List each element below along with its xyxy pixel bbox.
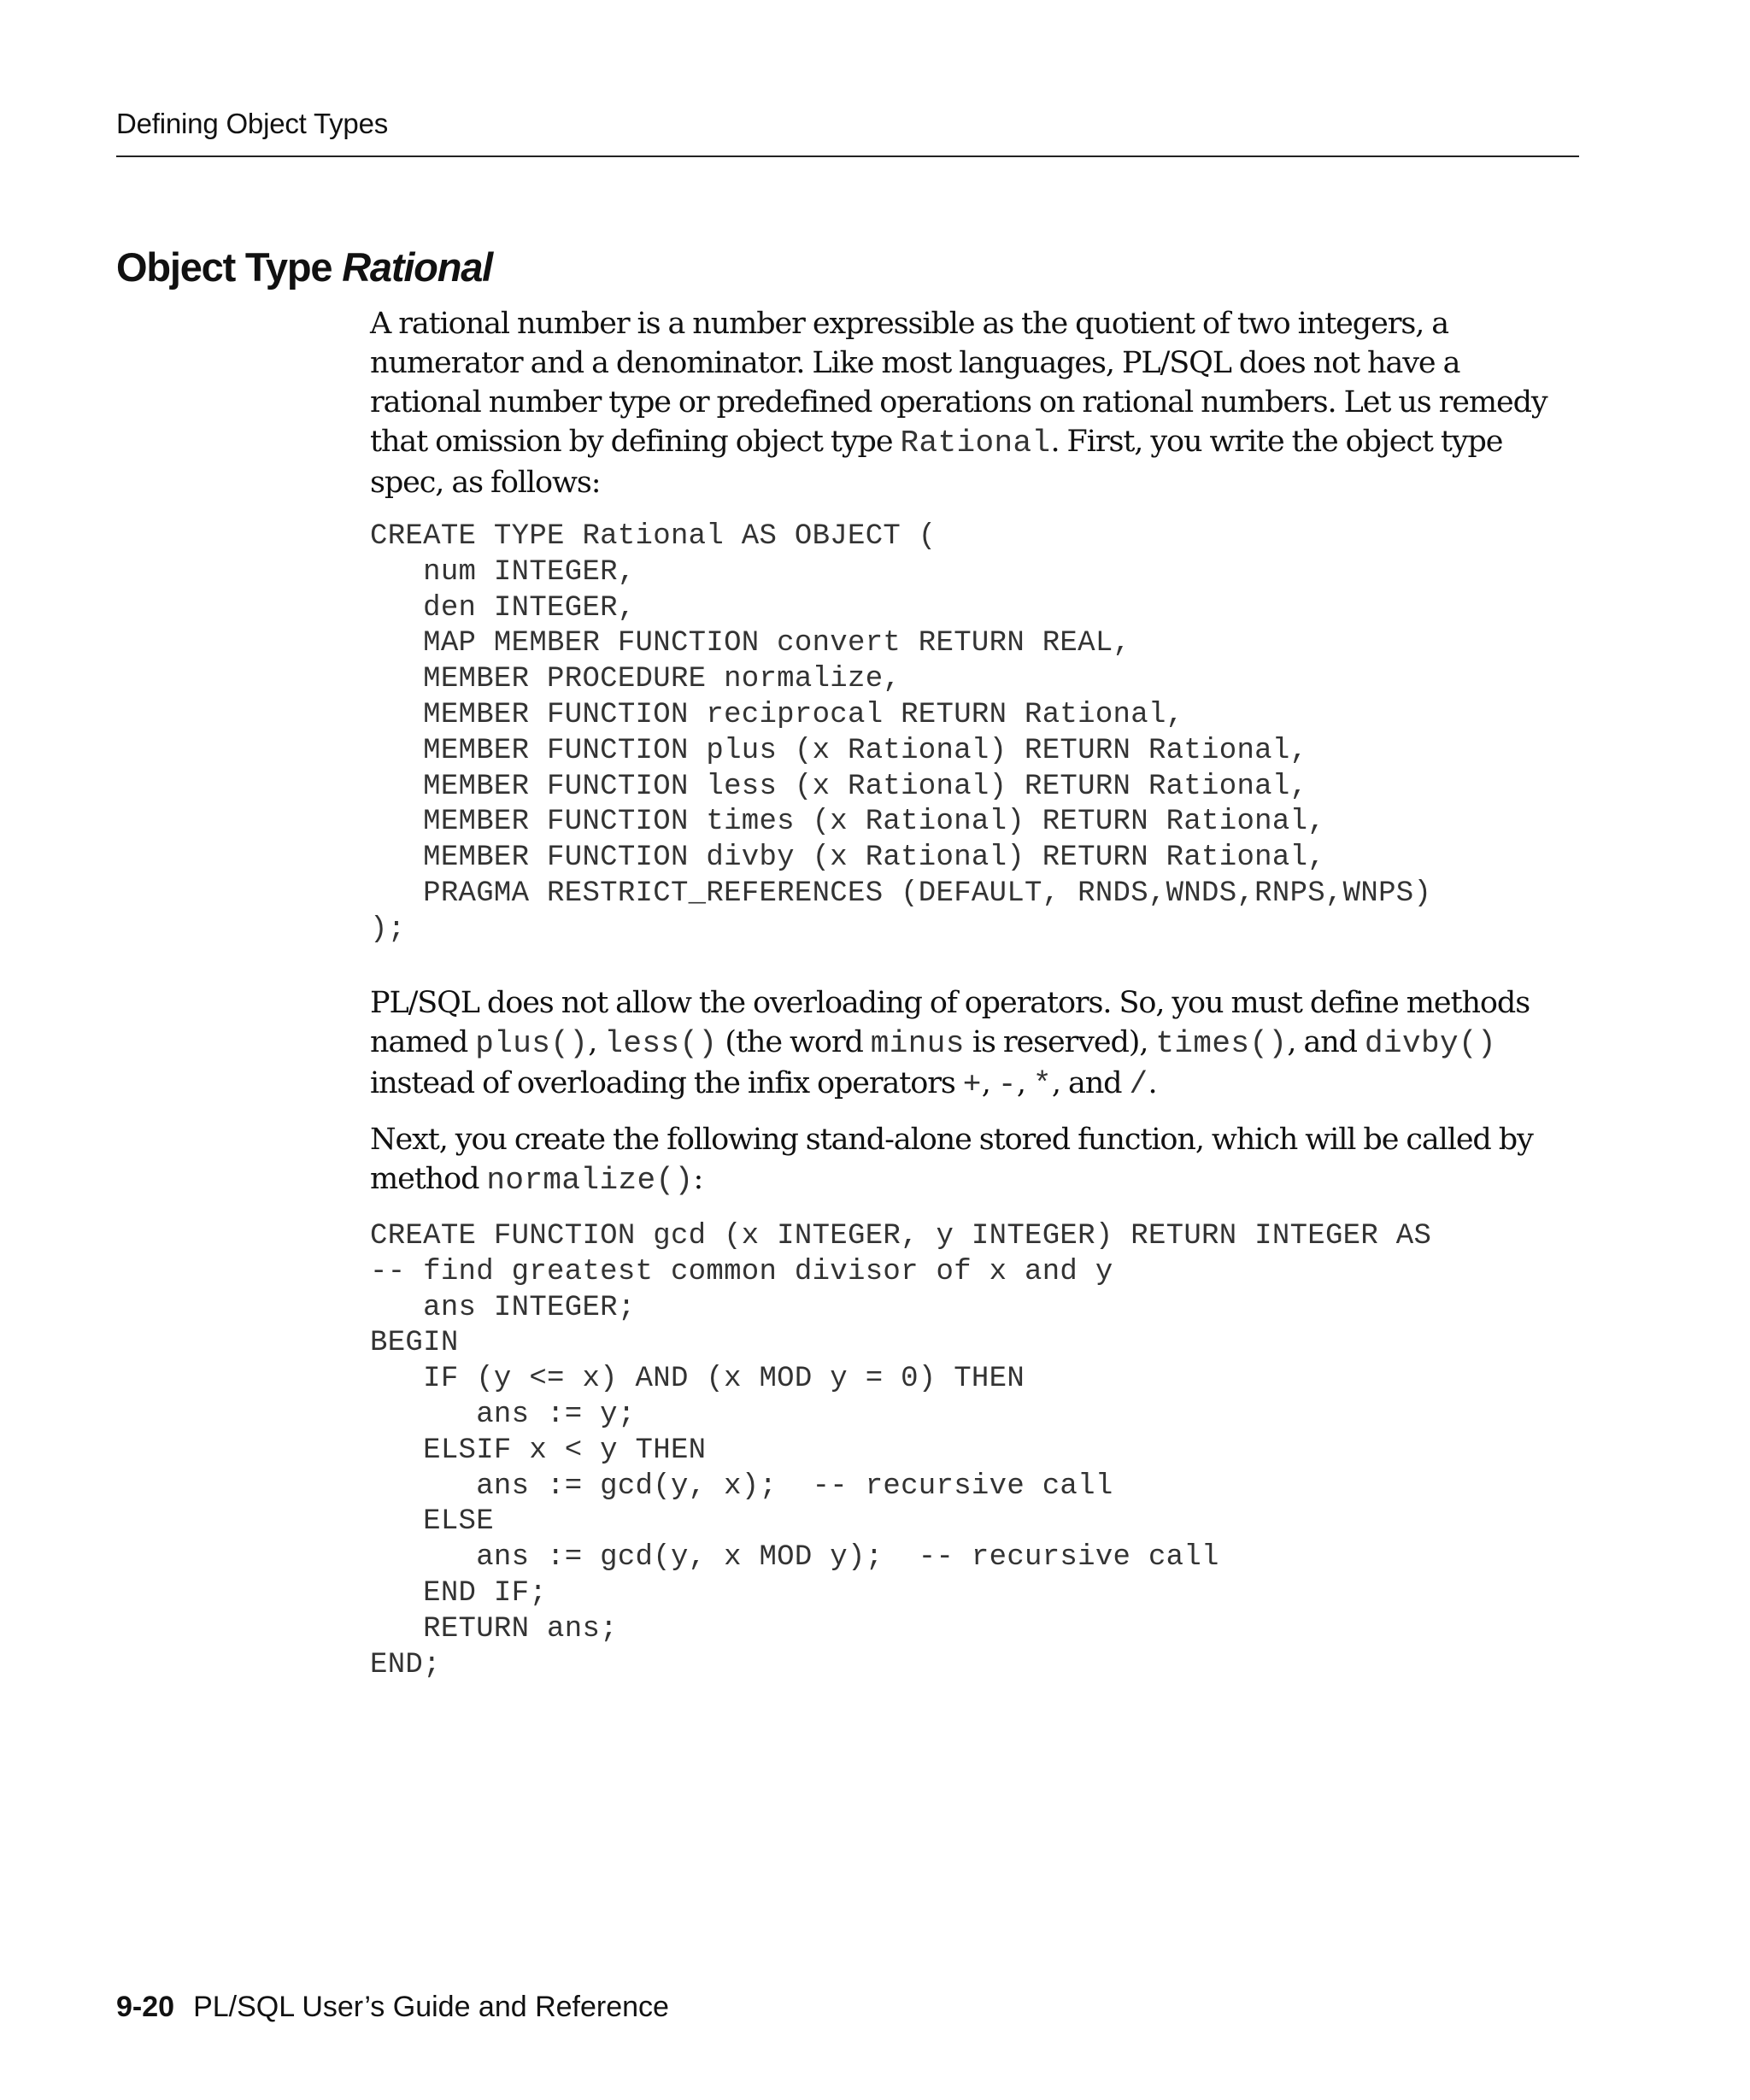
times-method-code: times() — [1155, 1026, 1288, 1061]
less-method-code: less() — [604, 1026, 718, 1061]
intro-line-3: rational number type or predefined operations on rational numbers. Let us remedy — [370, 385, 1547, 419]
intro-line-5: spec, as follows: — [370, 466, 601, 500]
text-run: (the word — [717, 1025, 871, 1059]
text-run: named — [370, 1025, 476, 1059]
code-line: MEMBER FUNCTION reciprocal RETURN Rational, — [370, 698, 1184, 731]
code-block-gcd — [370, 1219, 1579, 1683]
code-line: MEMBER FUNCTION plus (x Rational) RETURN Rational, — [370, 734, 1308, 767]
minus-word-code: minus — [870, 1026, 965, 1061]
next-line-2 — [370, 1159, 1579, 1200]
code-line: den INTEGER, — [370, 591, 636, 625]
plus-method-code: plus() — [475, 1026, 589, 1061]
text-run: , and — [1051, 1066, 1130, 1100]
section-title-plain: Object Type — [116, 244, 343, 290]
code-line: ans := y; — [370, 1398, 636, 1431]
intro-line-1: A rational number is a number expressible as the quotient of two integers, a — [370, 307, 1449, 341]
star-operator: * — [1032, 1067, 1052, 1102]
overload-line-3 — [370, 1064, 1579, 1105]
code-line: END IF; — [370, 1576, 548, 1610]
text-run: , and — [1287, 1025, 1365, 1059]
intro-line-4-tail: . First, you write the object type — [1050, 425, 1503, 459]
text-run: , — [981, 1066, 998, 1100]
code-line: END; — [370, 1648, 441, 1681]
code-line: PRAGMA RESTRICT_REFERENCES (DEFAULT, RNDS,WNDS,RNPS,WNPS) — [370, 877, 1432, 910]
overload-line-1: PL/SQL does not allow the overloading of operators. So, you must define methods — [370, 986, 1530, 1020]
code-line: CREATE TYPE Rational AS OBJECT ( — [370, 520, 937, 553]
page-footer — [116, 1991, 669, 2024]
code-line: -- find greatest common divisor of x and y — [370, 1255, 1113, 1288]
running-header: Defining Object Types — [116, 108, 389, 139]
minus-operator: - — [997, 1067, 1017, 1102]
intro-line-2: numerator and a denominator. Like most languages, PL/SQL does not have a — [370, 346, 1460, 380]
code-line: ELSE — [370, 1505, 494, 1539]
text-run: . — [1148, 1066, 1157, 1100]
text-run: , — [588, 1025, 605, 1059]
next-paragraph — [370, 1120, 1579, 1200]
code-line: MAP MEMBER FUNCTION convert RETURN REAL, — [370, 627, 1131, 660]
text-run: method — [370, 1162, 487, 1196]
code-line: IF (y <= x) AND (x MOD y = 0) THEN — [370, 1363, 1025, 1396]
page-number: 9-20 — [116, 1991, 175, 2023]
intro-line-4 — [370, 422, 1579, 463]
code-line: MEMBER FUNCTION less (x Rational) RETURN Rational, — [370, 770, 1308, 803]
code-line: RETURN ans; — [370, 1612, 618, 1645]
normalize-code: normalize() — [486, 1163, 694, 1198]
code-line: ); — [370, 912, 406, 946]
plus-operator: + — [962, 1067, 982, 1102]
code-line: num INTEGER, — [370, 555, 636, 589]
code-line: MEMBER FUNCTION times (x Rational) RETURN Rational, — [370, 806, 1325, 839]
overload-paragraph — [370, 983, 1579, 1105]
section-title-italic: Rational — [342, 244, 492, 290]
slash-operator: / — [1129, 1067, 1148, 1102]
code-line: ans := gcd(y, x MOD y); -- recursive call — [370, 1541, 1219, 1575]
code-line: ans INTEGER; — [370, 1291, 636, 1324]
code-line: ans := gcd(y, x); -- recursive call — [370, 1469, 1113, 1503]
code-line: MEMBER FUNCTION divby (x Rational) RETURN Rational, — [370, 842, 1325, 875]
next-line-1: Next, you create the following stand-alone stored function, which will be called by — [370, 1123, 1533, 1157]
text-run: : — [693, 1162, 703, 1196]
code-line: ELSIF x < y THEN — [370, 1434, 707, 1467]
book-title: PL/SQL User’s Guide and Reference — [193, 1991, 669, 2023]
section-title — [116, 241, 492, 294]
code-line: BEGIN — [370, 1327, 459, 1360]
rational-code-term: Rational — [900, 425, 1051, 460]
code-block-type-spec — [370, 519, 1579, 948]
divby-method-code: divby() — [1365, 1026, 1497, 1061]
overload-line-2 — [370, 1023, 1579, 1064]
text-run: , — [1016, 1066, 1033, 1100]
code-line: MEMBER PROCEDURE normalize, — [370, 663, 901, 696]
header-rule — [116, 155, 1579, 157]
text-run: instead of overloading the infix operators — [370, 1066, 963, 1100]
intro-line-4-text: that omission by defining object type — [370, 425, 901, 459]
intro-paragraph — [370, 304, 1579, 502]
code-line: CREATE FUNCTION gcd (x INTEGER, y INTEGER) RETURN INTEGER AS — [370, 1220, 1432, 1252]
text-run: is reserved), — [964, 1025, 1156, 1059]
